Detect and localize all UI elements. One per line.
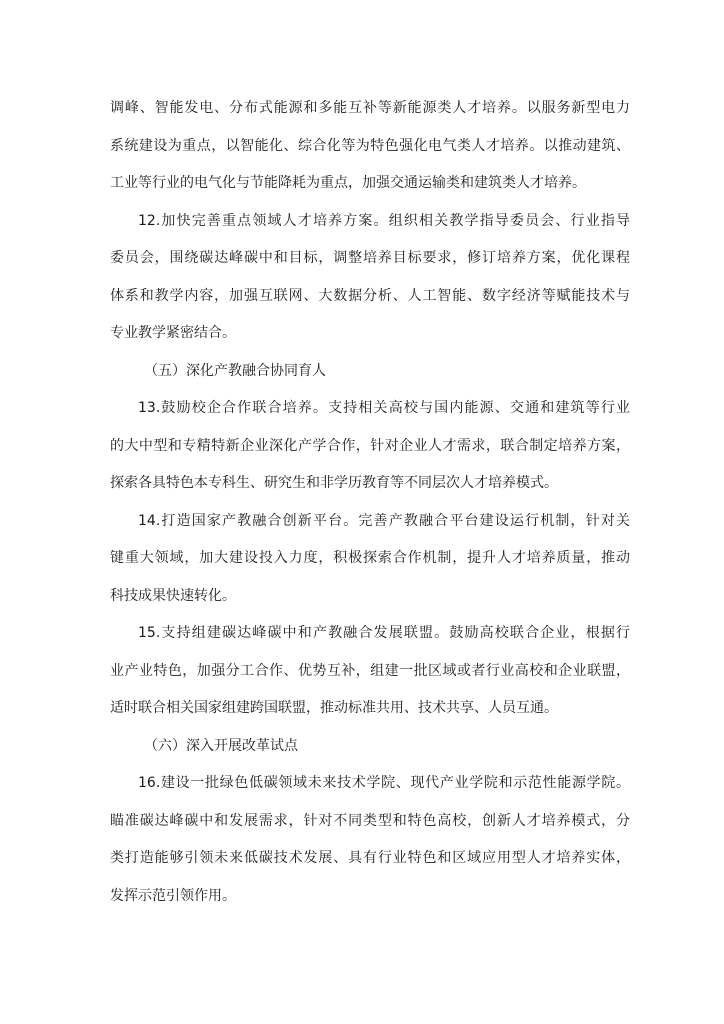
paragraph-16-start: 16.建设一批绿色低碳领域未来技术学院、现代产业学院和示范性能源学院。 [138, 775, 630, 791]
document-body [110, 90, 630, 915]
text-line: 调峰、智能发电、分布式能源和多能互补等新能源类人才培养。以服务新型电力 [110, 100, 630, 116]
text-line: 瞄准碳达峰碳中和发展需求，针对不同类型和特色高校，创新人才培养模式，分 [110, 812, 630, 829]
text-line: 系统建设为重点，以智能化、综合化等为特色强化电气类人才培养。以推动建筑、 [110, 137, 630, 154]
paragraph-15-start: 15.支持组建碳达峰碳中和产教融合发展联盟。鼓励高校联合企业，根据行 [138, 625, 630, 641]
text-line: 业产业特色，加强分工合作、优势互补，组建一批区域或者行业高校和企业联盟， [110, 662, 630, 679]
text-line: 类打造能够引领未来低碳技术发展、具有行业特色和区域应用型人才培养实体， [110, 850, 630, 866]
paragraph-13-start: 13.鼓励校企合作联合培养。支持相关高校与国内能源、交通和建筑等行业 [138, 400, 630, 416]
text-line: 专业教学紧密结合。 [110, 325, 236, 341]
section-heading-6: （六）深入开展改革试点 [144, 737, 298, 754]
text-line: 工业等行业的电气化与节能降耗为重点，加强交通运输类和建筑类人才培养。 [110, 175, 586, 191]
paragraph-12-start: 12.加快完善重点领域人才培养方案。组织相关教学指导委员会、行业指导 [138, 212, 630, 229]
text-line: 发挥示范引领作用。 [110, 887, 236, 904]
section-heading-5: （五）深化产教融合协同育人 [144, 362, 326, 379]
text-line: 探索各具特色本专科生、研究生和非学历教育等不同层次人才培养模式。 [110, 475, 558, 491]
text-line: 键重大领域，加大建设投入力度，积极探索合作机制，提升人才培养质量，推动 [110, 550, 630, 566]
text-line: 的大中型和专精特新企业深化产学合作，针对企业人才需求，联合制定培养方案， [110, 437, 630, 454]
text-line: 委员会，围绕碳达峰碳中和目标，调整培养目标要求，修订培养方案，优化课程 [110, 250, 630, 266]
paragraph-14-start: 14.打造国家产教融合创新平台。完善产教融合平台建设运行机制，针对关 [138, 512, 630, 529]
text-line: 体系和教学内容，加强互联网、大数据分析、人工智能、数字经济等赋能技术与 [110, 287, 630, 304]
text-line: 适时联合相关国家组建跨国联盟，推动标准共用、技术共享、人员互通。 [110, 700, 558, 716]
text-line: 科技成果快速转化。 [110, 587, 236, 604]
